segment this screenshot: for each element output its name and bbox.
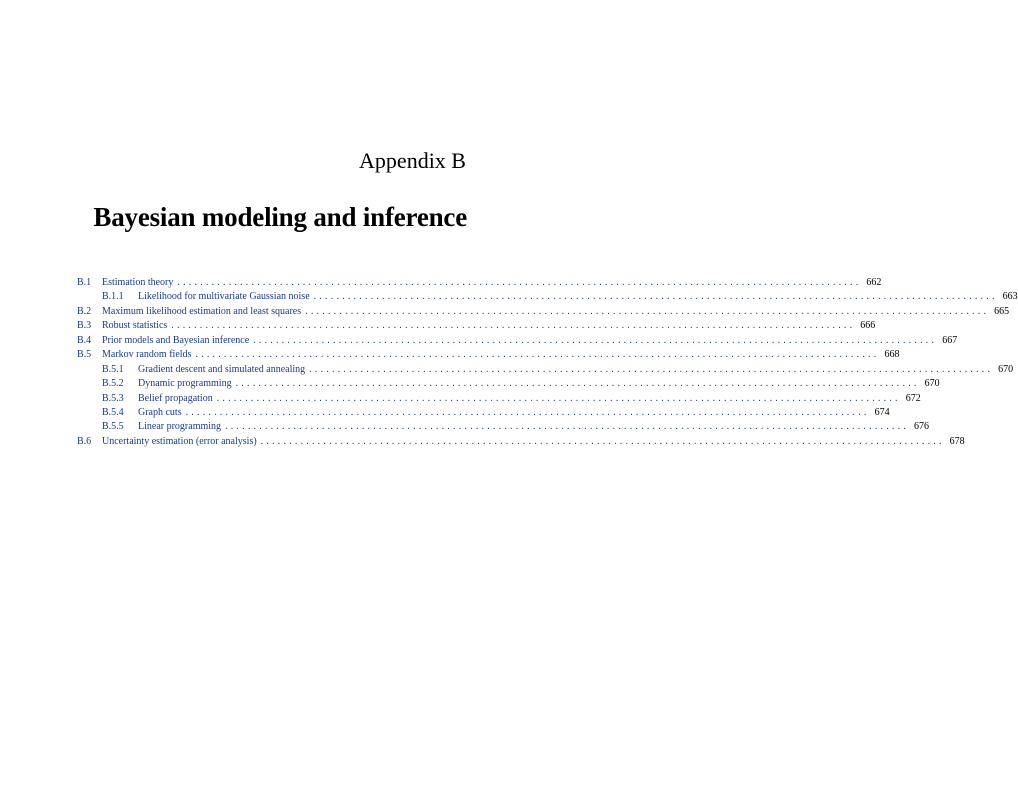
toc-entry-number: B.5.2	[102, 378, 124, 390]
toc-entry-b5[interactable]	[77, 348, 900, 362]
toc-entry-b2[interactable]	[77, 305, 1010, 319]
toc-entry-title: Markov random fields	[102, 349, 192, 361]
toc-entry-number: B.6	[77, 435, 92, 447]
toc-entry-number: B.5.5	[102, 421, 124, 433]
toc-entry-page: 667	[942, 334, 958, 346]
toc-entry-b1[interactable]	[77, 276, 882, 290]
toc-entry-page: 678	[949, 435, 965, 447]
dot-leader: ........................................................................................................................	[253, 334, 938, 346]
toc-entry-number: B.5	[77, 349, 92, 361]
toc-entry-title: Likelihood for multivariate Gaussian noise	[138, 291, 310, 303]
toc-entry-b5-3[interactable]	[77, 392, 921, 406]
toc-entry-page: 666	[860, 320, 876, 332]
dot-leader: ........................................................................................................................	[177, 277, 862, 288]
toc-entry-title: Maximum likelihood estimation and least squares	[102, 305, 302, 317]
toc-entry-b6[interactable]	[77, 435, 965, 449]
dot-leader: ........................................................................................................................	[260, 435, 945, 447]
toc-entry-page: 662	[866, 277, 882, 288]
toc-entry-number: B.1	[77, 277, 92, 288]
toc-entry-title: Dynamic programming	[138, 378, 232, 390]
toc-entry-title: Belief propagation	[138, 392, 213, 404]
toc-entry-number: B.5.1	[102, 363, 124, 375]
toc-entry-title: Graph cuts	[138, 406, 182, 418]
toc-entry-number: B.5.4	[102, 406, 124, 418]
toc-entry-b4[interactable]	[77, 334, 958, 348]
toc-entry-title: Uncertainty estimation (error analysis)	[102, 435, 257, 447]
toc-entry-page: 668	[884, 349, 900, 361]
toc-entry-number: B.3	[77, 320, 92, 332]
appendix-label: Appendix B	[359, 148, 466, 173]
dot-leader: ........................................................................................................................	[305, 305, 990, 317]
dot-leader: ........................................................................................................................	[225, 421, 910, 433]
table-of-contents	[77, 276, 1018, 449]
toc-entry-title: Linear programming	[138, 421, 222, 433]
toc-entry-number: B.5.3	[102, 392, 124, 404]
toc-entry-b5-5[interactable]	[77, 420, 930, 434]
dot-leader: ........................................................................................................................	[309, 363, 994, 375]
toc-entry-title: Estimation theory	[102, 277, 174, 288]
toc-entry-page: 676	[914, 421, 930, 433]
toc-entry-b5-4[interactable]	[77, 406, 890, 420]
toc-entry-title: Robust statistics	[102, 320, 168, 332]
toc-entry-page: 665	[994, 305, 1010, 317]
toc-entry-page: 670	[924, 378, 940, 390]
toc-entry-page: 672	[905, 392, 921, 404]
chapter-title: Bayesian modeling and inference	[93, 202, 467, 232]
toc-entry-page: 670	[998, 363, 1014, 375]
toc-entry-number: B.1.1	[102, 291, 124, 303]
dot-leader: ........................................................................................................................	[216, 392, 901, 404]
dot-leader: ........................................................................................................................	[185, 406, 870, 418]
toc-entry-title: Prior models and Bayesian inference	[102, 334, 250, 346]
toc-entry-b5-2[interactable]	[77, 377, 940, 391]
toc-entry-b3[interactable]	[77, 319, 876, 333]
dot-leader: ........................................................................................................................	[235, 378, 920, 390]
toc-entry-number: B.4	[77, 334, 92, 346]
toc-entry-page: 663	[1002, 291, 1018, 303]
toc-entry-title: Gradient descent and simulated annealing	[138, 363, 306, 375]
toc-entry-number: B.2	[77, 305, 92, 317]
toc-entry-b5-1[interactable]	[77, 363, 1014, 377]
toc-entry-b1-1[interactable]	[77, 290, 1018, 304]
toc-entry-page: 674	[874, 406, 890, 418]
dot-leader: ........................................................................................................................	[171, 320, 856, 332]
dot-leader: ........................................................................................................................	[313, 291, 998, 303]
dot-leader: ........................................................................................................................	[195, 349, 880, 361]
